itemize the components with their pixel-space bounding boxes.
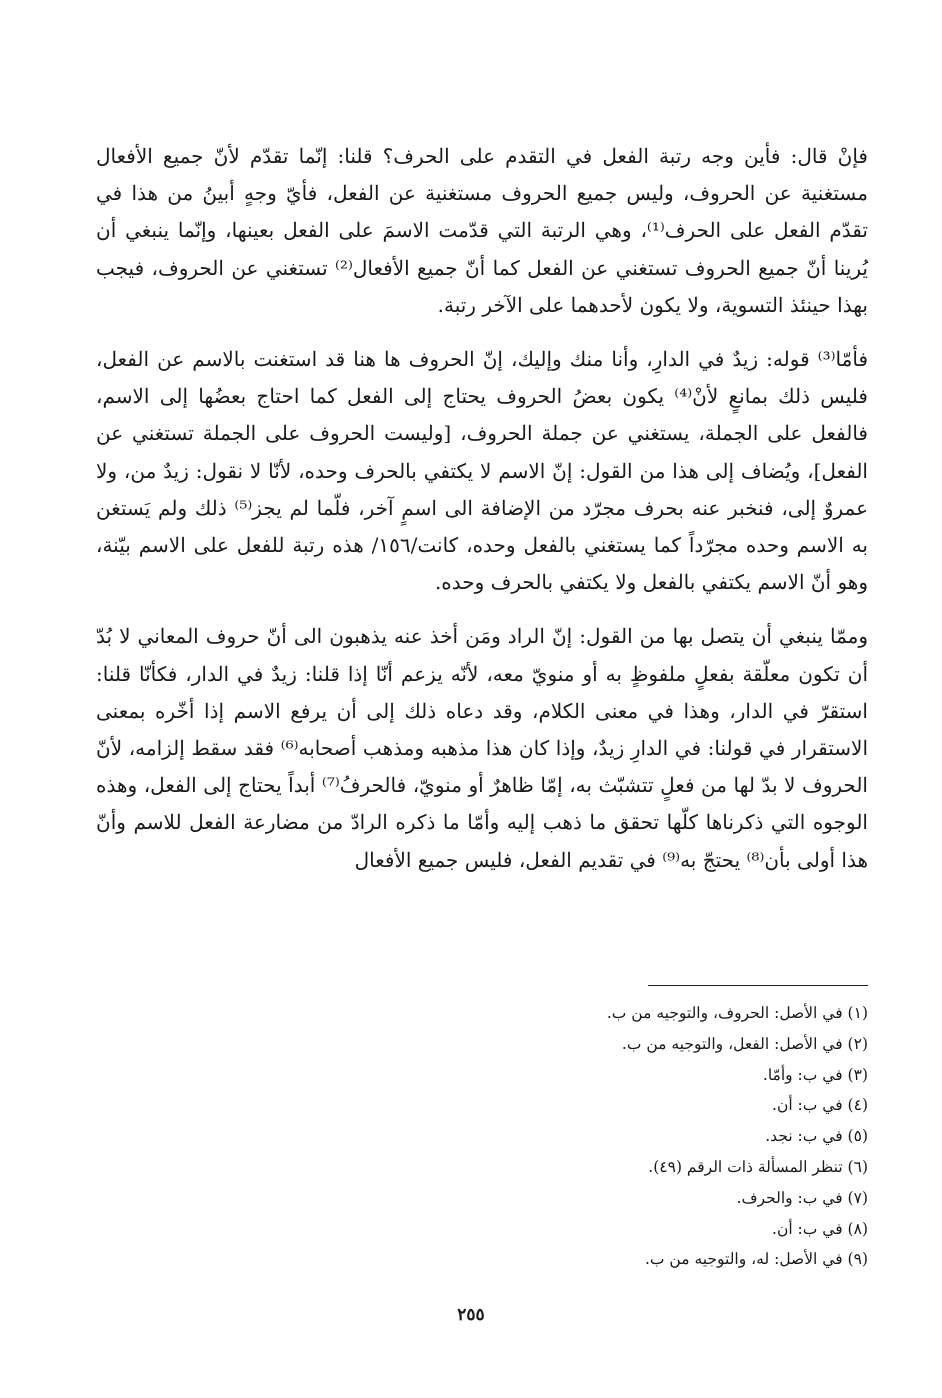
footnotes — [300, 998, 868, 1275]
footnote: (٣) في ب: وأمّا. — [762, 1065, 868, 1084]
footnote: (٨) في ب: أن. — [772, 1219, 868, 1238]
main-text — [96, 138, 868, 879]
footnote: (٢) في الأصل: الفعل، والتوجيه من ب. — [621, 1034, 868, 1053]
footnote: (٧) في ب: والحرف. — [736, 1188, 868, 1207]
paragraph: فإنْ قال: فأين وجه رتبة الفعل في التقدم على الحرف؟ قلنا: إنّما تقدّم لأنّ جميع الأفعال مستغنية عن الحروف، وليس جميع الحروف مستغنية عن الفعل، فأيّ وجهٍ أبينُ من هذا في تقدّم الفعل على الحرف⁽¹⁾، وهي الرتبة التي قدّمت الاسمَ على الفعل بعينها، وإنّما ينبغي أن يُرينا أنّ جميع الحروف تستغني عن الفعل كما أنّ جميع الأفعال⁽²⁾ تستغني عن الحروف، فيجب بهذا حينئذ التسوية، ولا يكون لأحدهما على الآخر رتبة. — [96, 144, 868, 317]
footnote: (٩) في الأصل: له، والتوجيه من ب. — [644, 1250, 868, 1269]
footnote: (٥) في ب: نجد. — [765, 1127, 868, 1146]
paragraph: وممّا ينبغي أن يتصل بها من القول: إنّ الراد ومَن أخذ عنه يذهبون الى أنّ حروف المعاني لا بُدّ أن تكون معلّقة بفعلٍ ملفوظٍ به أو منويّ معه، لأنّه يزعم أنّا إذا قلنا: زيدٌ في الدار، فكأنّا قلنا: استقرّ في الدار، وهذا في معنى الكلام، وقد دعاه ذلك إلى أن يرفع الاسم إذا أخّره بمعنى الاستقرار في قولنا: في الدارِ زيدٌ، وإذا كان هذا مذهبه ومذهب أصحابه⁽⁶⁾ فقد سقط إلزامه، لأنّ الحروف لا بدّ لها من فعلٍ تتشبّث به، إمّا ظاهرٌ أو منويّ، فالحرفُ⁽⁷⁾ أبداً يحتاج إلى الفعل، وهذه الوجوه التي ذكرناها كلّها تحقق ما ذهب إليه وأمّا ما ذكره الرادّ من مضارعة الفعل للاسم وأنّ هذا أولى بأن⁽⁸⁾ يحتجّ به⁽⁹⁾ في تقديم الفعل، فليس جميع الأفعال — [96, 624, 869, 872]
footnote-divider — [648, 985, 868, 986]
paragraph: فأمّا⁽³⁾ قوله: زيدٌ في الدارِ، وأنا منك وإليك، إنّ الحروف ها هنا قد استغنت بالاسم عن الفعل، فليس ذلك بمانعٍ لأنْ⁽⁴⁾ يكون بعضُ الحروف يحتاج إلى الفعل كما احتاج بعضُها إلى الاسم، فالفعل على الجملة، يستغني عن جملة الحروف، [وليست الحروف على الجملة تستغني عن الفعل]، ويُضاف إلى هذا من القول: إنّ الاسم لا يكتفي بالحرف وحده، لأنّا لا نقول: زيدٌ من، ولا عمروٌ إلى، فنخبر عنه بحرف مجرّد من الإضافة الى اسمٍ آخر، فلّما لم يجز⁽⁵⁾ ذلك ولم يَستغن به الاسم وحده مجرّداً كما يستغني بالفعل وحده، كانت/١٥٦/ هذه رتبة للفعل على الاسم بيّنة، وهو أنّ الاسم يكتفي بالفعل ولا يكتفي بالحرف وحده. — [96, 347, 869, 595]
footnote: (١) في الأصل: الحروف، والتوجيه من ب. — [606, 1004, 868, 1022]
footnote: (٤) في ب: أن. — [772, 1096, 868, 1115]
footnote: (٦) تنظر المسألة ذات الرقم (٤٩). — [648, 1157, 868, 1176]
page-number: ٢٥٥ — [457, 1305, 485, 1325]
